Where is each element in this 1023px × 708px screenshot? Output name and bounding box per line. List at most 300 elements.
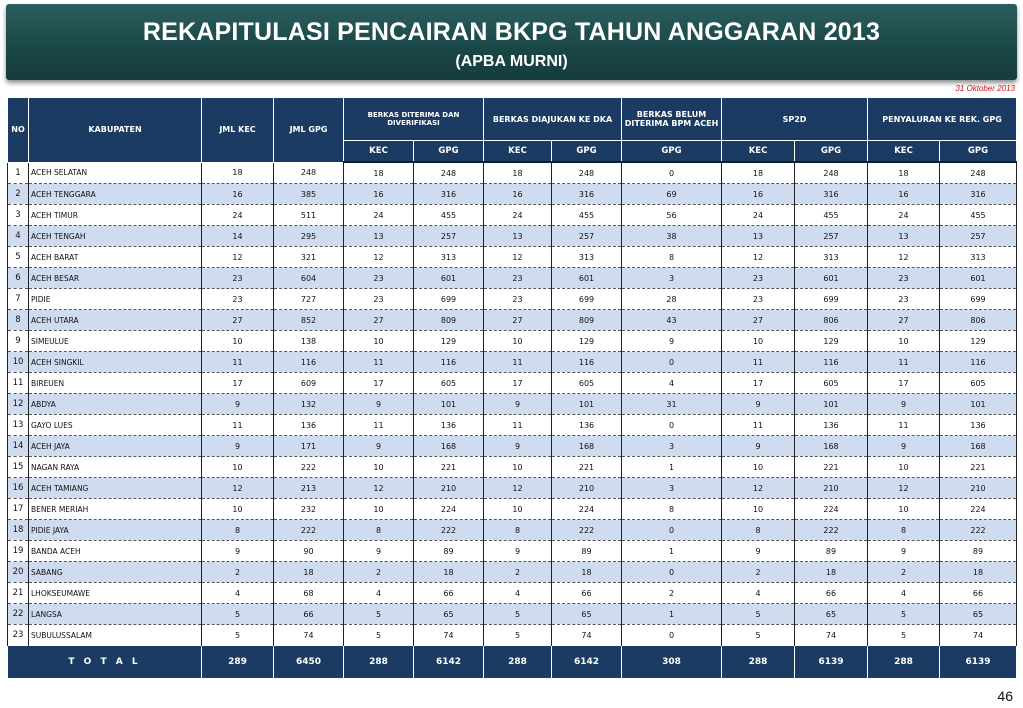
table-cell: 605 (552, 373, 622, 394)
table-cell: 5 (202, 604, 274, 625)
table-cell: 65 (414, 604, 484, 625)
table-cell: 66 (795, 583, 868, 604)
table-cell: 168 (552, 436, 622, 457)
table-cell: 17 (202, 373, 274, 394)
table-cell: 10 (722, 331, 795, 352)
table-cell: 9 (622, 331, 722, 352)
table-cell: 0 (622, 625, 722, 646)
table-cell: 213 (274, 478, 344, 499)
table-cell: 23 (722, 268, 795, 289)
table-cell: 129 (795, 331, 868, 352)
table-cell: 18 (344, 162, 414, 184)
table-cell: 605 (414, 373, 484, 394)
table-cell: 24 (868, 205, 940, 226)
table-cell: 8 (622, 247, 722, 268)
subheader-kec: KEC (484, 141, 552, 163)
table-cell: 13 (722, 226, 795, 247)
table-cell: 222 (414, 520, 484, 541)
table-cell: 9 (344, 436, 414, 457)
table-cell: 224 (795, 499, 868, 520)
table-row (8, 205, 1017, 226)
table-cell: 27 (484, 310, 552, 331)
table-cell: 43 (622, 310, 722, 331)
table-cell: 9 (202, 436, 274, 457)
table-cell: 89 (940, 541, 1017, 562)
table-cell: 0 (622, 415, 722, 436)
table-cell: 56 (622, 205, 722, 226)
table-cell: 4 (484, 583, 552, 604)
recap-table (7, 97, 1017, 679)
row-number: 14 (8, 436, 29, 457)
table-cell: 5 (202, 625, 274, 646)
table-cell: 23 (484, 289, 552, 310)
table-cell: 12 (868, 247, 940, 268)
table-row (8, 415, 1017, 436)
table-cell: 222 (940, 520, 1017, 541)
table-cell: 18 (202, 162, 274, 184)
table-row (8, 562, 1017, 583)
table-cell: 89 (795, 541, 868, 562)
page-subtitle: (APBA MURNI) (455, 53, 568, 70)
table-cell: 13 (484, 226, 552, 247)
row-number: 18 (8, 520, 29, 541)
row-number: 7 (8, 289, 29, 310)
table-cell: 11 (344, 415, 414, 436)
table-cell: 9 (722, 394, 795, 415)
table-cell: 136 (552, 415, 622, 436)
table-cell: 136 (795, 415, 868, 436)
table-cell: 10 (484, 331, 552, 352)
table-cell: 4 (344, 583, 414, 604)
row-number: 17 (8, 499, 29, 520)
table-row (8, 289, 1017, 310)
row-number: 21 (8, 583, 29, 604)
row-number: 6 (8, 268, 29, 289)
table-cell: 511 (274, 205, 344, 226)
kabupaten-name: SUBULUSSALAM (29, 625, 202, 646)
table-cell: 9 (484, 436, 552, 457)
table-cell: 10 (484, 499, 552, 520)
table-cell: 11 (722, 415, 795, 436)
subheader-kec: KEC (344, 141, 414, 163)
table-cell: 9 (868, 541, 940, 562)
table-cell: 129 (414, 331, 484, 352)
table-cell: 4 (722, 583, 795, 604)
table-cell: 18 (722, 162, 795, 184)
table-cell: 9 (722, 436, 795, 457)
total-cell: 6139 (795, 646, 868, 679)
table-cell: 66 (552, 583, 622, 604)
table-cell: 5 (722, 625, 795, 646)
table-row (8, 436, 1017, 457)
table-cell: 68 (274, 583, 344, 604)
table-cell: 10 (484, 457, 552, 478)
table-cell: 601 (940, 268, 1017, 289)
table-cell: 12 (344, 247, 414, 268)
table-cell: 9 (484, 394, 552, 415)
table-cell: 12 (722, 247, 795, 268)
table-cell: 101 (414, 394, 484, 415)
table-cell: 0 (622, 562, 722, 583)
table-cell: 10 (868, 457, 940, 478)
total-label: T O T A L (8, 646, 202, 679)
table-cell: 455 (552, 205, 622, 226)
table-cell: 1 (622, 604, 722, 625)
table-cell: 31 (622, 394, 722, 415)
table-cell: 116 (795, 352, 868, 373)
table-cell: 2 (202, 562, 274, 583)
row-number: 15 (8, 457, 29, 478)
table-cell: 222 (274, 457, 344, 478)
table-cell: 316 (552, 184, 622, 205)
total-cell: 6142 (552, 646, 622, 679)
table-cell: 23 (344, 268, 414, 289)
table-cell: 69 (622, 184, 722, 205)
table-cell: 27 (344, 310, 414, 331)
table-cell: 9 (344, 394, 414, 415)
kabupaten-name: LHOKSEUMAWE (29, 583, 202, 604)
table-cell: 455 (940, 205, 1017, 226)
table-cell: 2 (722, 562, 795, 583)
table-cell: 9 (202, 541, 274, 562)
subheader-gpg: GPG (940, 141, 1017, 163)
table-row (8, 541, 1017, 562)
table-cell: 10 (722, 499, 795, 520)
table-cell: 65 (940, 604, 1017, 625)
table-cell: 222 (274, 520, 344, 541)
kabupaten-name: ACEH BARAT (29, 247, 202, 268)
table-cell: 1 (622, 541, 722, 562)
table-row (8, 394, 1017, 415)
subheader-gpg: GPG (552, 141, 622, 163)
table-cell: 221 (795, 457, 868, 478)
table-cell: 455 (414, 205, 484, 226)
total-cell: 6142 (414, 646, 484, 679)
table-cell: 385 (274, 184, 344, 205)
table-cell: 27 (868, 310, 940, 331)
table-cell: 248 (552, 162, 622, 184)
kabupaten-name: ACEH BESAR (29, 268, 202, 289)
table-cell: 74 (552, 625, 622, 646)
table-cell: 5 (868, 625, 940, 646)
row-number: 9 (8, 331, 29, 352)
table-cell: 248 (274, 162, 344, 184)
table-cell: 10 (344, 499, 414, 520)
table-cell: 5 (344, 604, 414, 625)
total-cell: 289 (202, 646, 274, 679)
table-cell: 12 (484, 247, 552, 268)
table-cell: 23 (484, 268, 552, 289)
table-cell: 8 (344, 520, 414, 541)
table-cell: 89 (414, 541, 484, 562)
kabupaten-name: GAYO LUES (29, 415, 202, 436)
table-cell: 313 (940, 247, 1017, 268)
table-cell: 8 (868, 520, 940, 541)
table-row (8, 268, 1017, 289)
table-cell: 14 (202, 226, 274, 247)
table-cell: 0 (622, 520, 722, 541)
table-cell: 224 (940, 499, 1017, 520)
table-cell: 116 (552, 352, 622, 373)
row-number: 11 (8, 373, 29, 394)
table-cell: 38 (622, 226, 722, 247)
table-cell: 66 (274, 604, 344, 625)
table-cell: 232 (274, 499, 344, 520)
row-number: 2 (8, 184, 29, 205)
table-cell: 12 (202, 478, 274, 499)
table-cell: 699 (795, 289, 868, 310)
row-number: 16 (8, 478, 29, 499)
table-cell: 74 (274, 625, 344, 646)
table-cell: 257 (940, 226, 1017, 247)
table-cell: 132 (274, 394, 344, 415)
table-cell: 9 (344, 541, 414, 562)
table-cell: 12 (722, 478, 795, 499)
table-cell: 5 (868, 604, 940, 625)
table-cell: 699 (940, 289, 1017, 310)
row-number: 22 (8, 604, 29, 625)
table-cell: 3 (622, 436, 722, 457)
table-cell: 10 (344, 457, 414, 478)
table-cell: 0 (622, 352, 722, 373)
table-row (8, 310, 1017, 331)
total-cell: 6139 (940, 646, 1017, 679)
kabupaten-name: PIDIE JAYA (29, 520, 202, 541)
table-cell: 221 (414, 457, 484, 478)
table-cell: 9 (868, 394, 940, 415)
table-cell: 248 (795, 162, 868, 184)
page-number: 46 (997, 688, 1013, 704)
kabupaten-name: ABDYA (29, 394, 202, 415)
table-cell: 10 (868, 331, 940, 352)
table-cell: 2 (622, 583, 722, 604)
subheader-kec: KEC (722, 141, 795, 163)
table-row (8, 499, 1017, 520)
table-cell: 27 (202, 310, 274, 331)
table-cell: 66 (414, 583, 484, 604)
table-cell: 16 (484, 184, 552, 205)
table-cell: 17 (344, 373, 414, 394)
table-cell: 248 (414, 162, 484, 184)
report-date: 31 Oktober 2013 (955, 84, 1015, 93)
table-cell: 18 (274, 562, 344, 583)
table-cell: 116 (940, 352, 1017, 373)
table-cell: 136 (274, 415, 344, 436)
header-kabupaten: KABUPATEN (29, 98, 202, 163)
table-cell: 12 (868, 478, 940, 499)
table-cell: 24 (344, 205, 414, 226)
table-cell: 9 (202, 394, 274, 415)
table-cell: 23 (868, 289, 940, 310)
table-cell: 221 (940, 457, 1017, 478)
table-cell: 12 (344, 478, 414, 499)
table-row (8, 184, 1017, 205)
table-cell: 9 (722, 541, 795, 562)
table-cell: 806 (795, 310, 868, 331)
table-cell: 248 (940, 162, 1017, 184)
table-cell: 168 (414, 436, 484, 457)
table-body (8, 162, 1017, 646)
table-cell: 24 (484, 205, 552, 226)
table-cell: 129 (940, 331, 1017, 352)
table-cell: 852 (274, 310, 344, 331)
table-cell: 4 (868, 583, 940, 604)
table-row (8, 625, 1017, 646)
table-row (8, 373, 1017, 394)
table-cell: 138 (274, 331, 344, 352)
table-cell: 210 (940, 478, 1017, 499)
row-number: 5 (8, 247, 29, 268)
table-cell: 2 (484, 562, 552, 583)
total-cell: 288 (722, 646, 795, 679)
table-cell: 313 (414, 247, 484, 268)
table-cell: 11 (484, 415, 552, 436)
table-cell: 23 (868, 268, 940, 289)
table-cell: 116 (414, 352, 484, 373)
table-cell: 11 (202, 352, 274, 373)
table-cell: 809 (414, 310, 484, 331)
table-cell: 101 (552, 394, 622, 415)
table-cell: 5 (344, 625, 414, 646)
table-cell: 11 (344, 352, 414, 373)
table-cell: 129 (552, 331, 622, 352)
table-cell: 1 (622, 457, 722, 478)
header-jml-gpg: JML GPG (274, 98, 344, 163)
table-cell: 11 (868, 415, 940, 436)
table-cell: 23 (344, 289, 414, 310)
table-cell: 210 (552, 478, 622, 499)
kabupaten-name: ACEH SELATAN (29, 162, 202, 184)
table-cell: 3 (622, 478, 722, 499)
table-cell: 18 (414, 562, 484, 583)
table-cell: 809 (552, 310, 622, 331)
total-cell: 308 (622, 646, 722, 679)
table-cell: 17 (722, 373, 795, 394)
table-cell: 699 (552, 289, 622, 310)
table-cell: 12 (484, 478, 552, 499)
table-cell: 8 (722, 520, 795, 541)
table-cell: 601 (552, 268, 622, 289)
subheader-gpg: GPG (795, 141, 868, 163)
kabupaten-name: ACEH TIMUR (29, 205, 202, 226)
total-cell: 6450 (274, 646, 344, 679)
table-cell: 18 (484, 162, 552, 184)
row-number: 13 (8, 415, 29, 436)
table-cell: 168 (795, 436, 868, 457)
table-cell: 10 (344, 331, 414, 352)
table-cell: 699 (414, 289, 484, 310)
table-cell: 89 (552, 541, 622, 562)
table-cell: 222 (795, 520, 868, 541)
table-cell: 101 (795, 394, 868, 415)
subheader-gpg: GPG (622, 141, 722, 163)
table-row (8, 520, 1017, 541)
table-cell: 74 (940, 625, 1017, 646)
table-cell: 12 (202, 247, 274, 268)
table-cell: 601 (414, 268, 484, 289)
table-cell: 24 (202, 205, 274, 226)
table-cell: 11 (722, 352, 795, 373)
kabupaten-name: PIDIE (29, 289, 202, 310)
kabupaten-name: BANDA ACEH (29, 541, 202, 562)
table-cell: 604 (274, 268, 344, 289)
table-cell: 257 (414, 226, 484, 247)
table-cell: 601 (795, 268, 868, 289)
table-row (8, 226, 1017, 247)
table-cell: 136 (414, 415, 484, 436)
table-cell: 90 (274, 541, 344, 562)
table-cell: 210 (414, 478, 484, 499)
table-cell: 8 (202, 520, 274, 541)
title-banner (6, 4, 1017, 80)
table-cell: 8 (484, 520, 552, 541)
row-number: 19 (8, 541, 29, 562)
kabupaten-name: ACEH JAYA (29, 436, 202, 457)
table-cell: 316 (940, 184, 1017, 205)
subheader-gpg: GPG (414, 141, 484, 163)
table-cell: 806 (940, 310, 1017, 331)
table-cell: 13 (344, 226, 414, 247)
kabupaten-name: LANGSA (29, 604, 202, 625)
table-cell: 16 (344, 184, 414, 205)
table-cell: 65 (552, 604, 622, 625)
table-cell: 0 (622, 162, 722, 184)
table-cell: 66 (940, 583, 1017, 604)
table-cell: 13 (868, 226, 940, 247)
kabupaten-name: NAGAN RAYA (29, 457, 202, 478)
table-cell: 8 (622, 499, 722, 520)
kabupaten-name: ACEH UTARA (29, 310, 202, 331)
table-row (8, 247, 1017, 268)
header-berkas-diterima: BERKAS DITERIMA DAN DIVERIFIKASI (344, 98, 484, 141)
table-cell: 168 (940, 436, 1017, 457)
kabupaten-name: ACEH TENGAH (29, 226, 202, 247)
kabupaten-name: ACEH TENGGARA (29, 184, 202, 205)
table-cell: 316 (414, 184, 484, 205)
table-row (8, 583, 1017, 604)
table-cell: 18 (552, 562, 622, 583)
table-cell: 5 (484, 604, 552, 625)
kabupaten-name: SIMEULUE (29, 331, 202, 352)
table-cell: 16 (868, 184, 940, 205)
table-cell: 74 (795, 625, 868, 646)
table-cell: 17 (484, 373, 552, 394)
table-cell: 609 (274, 373, 344, 394)
table-cell: 10 (868, 499, 940, 520)
table-cell: 257 (552, 226, 622, 247)
table-cell: 18 (940, 562, 1017, 583)
table-cell: 11 (484, 352, 552, 373)
row-number: 23 (8, 625, 29, 646)
table-row (8, 331, 1017, 352)
table-cell: 27 (722, 310, 795, 331)
table-cell: 224 (414, 499, 484, 520)
table-cell: 9 (484, 541, 552, 562)
table-cell: 24 (722, 205, 795, 226)
page-title: REKAPITULASI PENCAIRAN BKPG TAHUN ANGGARAN 2013 (142, 18, 881, 46)
table-cell: 10 (202, 499, 274, 520)
header-sp2d: SP2D (722, 98, 868, 141)
table-cell: 10 (722, 457, 795, 478)
table-cell: 17 (868, 373, 940, 394)
table-cell: 65 (795, 604, 868, 625)
kabupaten-name: BIREUEN (29, 373, 202, 394)
table-cell: 2 (868, 562, 940, 583)
table-cell: 313 (552, 247, 622, 268)
table-cell: 23 (722, 289, 795, 310)
table-cell: 313 (795, 247, 868, 268)
table-cell: 116 (274, 352, 344, 373)
